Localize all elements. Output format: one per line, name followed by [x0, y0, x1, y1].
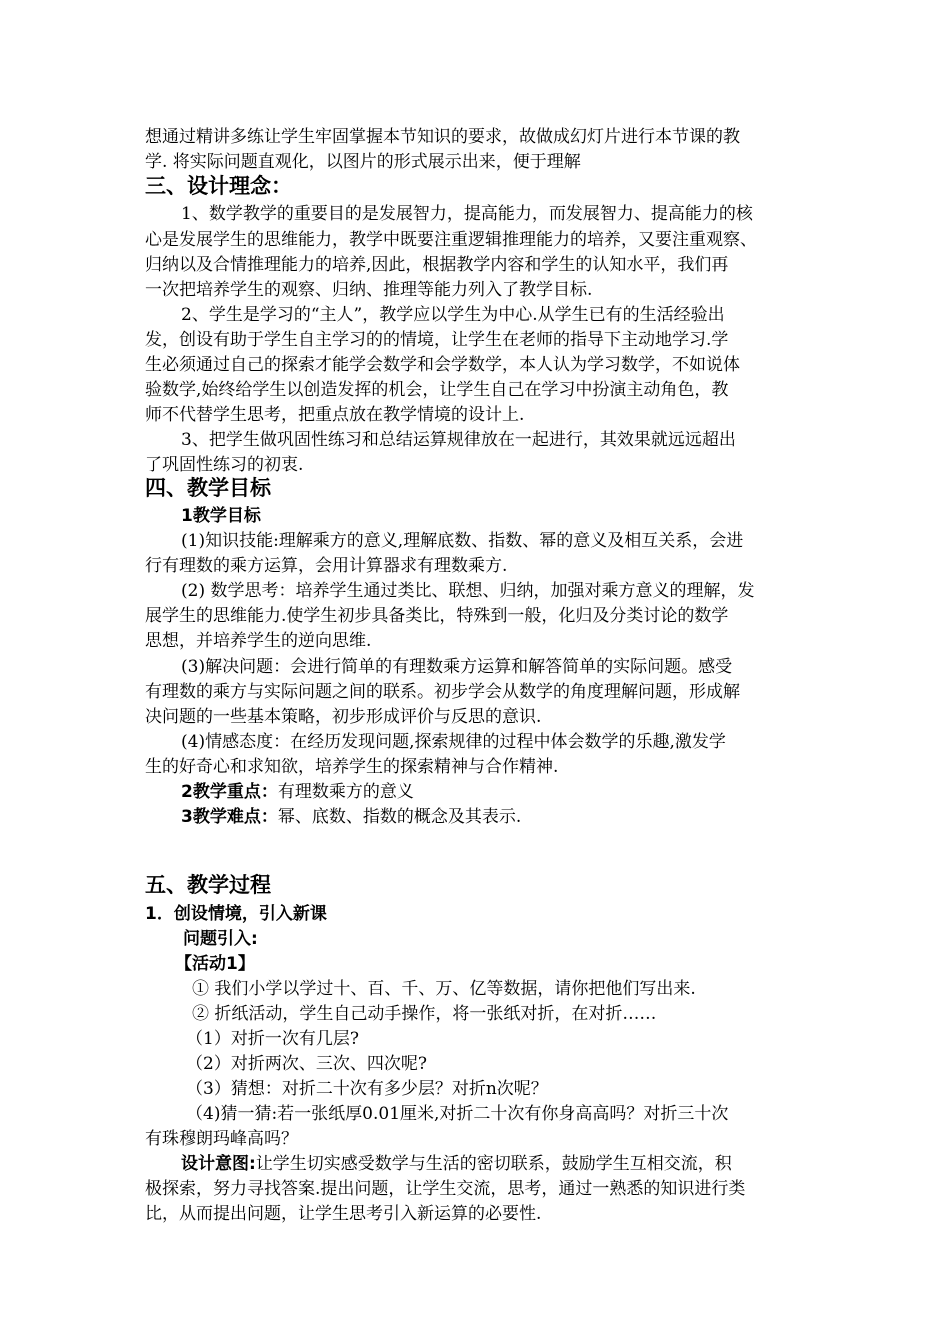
difficult-point-label: 3教学难点：	[181, 807, 278, 827]
s3-p2-line: 生必须通过自己的探索才能学会数学和会学数学，本人认为学习数学，不如说体	[145, 355, 740, 375]
s3-p3-line: 3、把学生做巩固性练习和总结运算规律放在一起进行，其效果就远远超出	[181, 430, 736, 450]
goal-1-line: 行有理数的乘方运算，会用计算器求有理数乘方.	[145, 556, 508, 576]
goal-1-line: (1)知识技能:理解乘方的意义,理解底数、指数、幂的意义及相互关系，会进	[181, 531, 744, 551]
activity-item-2: ② 折纸活动，学生自己动手操作，将一张纸对折，在对折……	[192, 1004, 657, 1024]
s3-p2-line: 发，创设有助于学生自主学习的的情境，让学生在老师的指导下主动地学习.学	[145, 330, 729, 350]
s3-p1-line: 1、数学教学的重要目的是发展智力，提高能力，而发展智力、提高能力的核	[181, 204, 753, 224]
section-3-heading: 三、设计理念：	[145, 174, 292, 198]
s3-p2-line: 师不代替学生思考，把重点放在教学情境的设计上.	[145, 405, 525, 425]
s3-p2-line: 2、学生是学习的“主人”，教学应以学生为中心.从学生已有的生活经验出	[181, 305, 725, 325]
intro-line-1: 想通过精讲多练让学生牢固掌握本节知识的要求，故做成幻灯片进行本节课的教	[145, 127, 740, 147]
activity-item-1: ① 我们小学以学过十、百、千、万、亿等数据，请你把他们写出来.	[192, 979, 696, 999]
s3-p1-line: 一次把培养学生的观察、归纳、推理等能力列入了教学目标.	[145, 280, 593, 300]
question-4-line: （4)猜一猜:若一张纸厚0.01厘米,对折二十次有你身高高吗？对折三十次	[186, 1104, 729, 1124]
goal-3-line: (3)解决问题：会进行简单的有理数乘方运算和解答简单的实际问题。感受	[181, 657, 733, 677]
question-2: （2）对折两次、三次、四次呢?	[186, 1054, 427, 1074]
goal-2-line: (2) 数学思考：培养学生通过类比、联想、归纳，加强对乘方意义的理解，发	[181, 581, 755, 601]
design-intent-line: 极探索，努力寻找答案.提出问题，让学生交流，思考，通过一熟悉的知识进行类	[145, 1179, 746, 1199]
design-intent-label: 设计意图:	[181, 1154, 256, 1174]
question-1: （1）对折一次有几层?	[186, 1029, 359, 1049]
design-intent	[181, 1152, 851, 1176]
section-5-heading: 五、教学过程	[145, 873, 271, 897]
goal-4-line: 生的好奇心和求知欲，培养学生的探索精神与合作精神.	[145, 757, 559, 777]
activity-1-label: 【活动1】	[175, 954, 255, 974]
s3-p1-line: 归纳以及合情推理能力的培养,因此，根据教学内容和学生的认知水平，我们再	[145, 255, 729, 275]
key-point-label: 2教学重点：	[181, 782, 278, 802]
section-4-heading: 四、教学目标	[145, 476, 271, 500]
goal-3-line: 有理数的乘方与实际问题之间的联系。初步学会从数学的角度理解问题，形成解	[145, 682, 740, 702]
difficult-point-text: 幂、底数、指数的概念及其表示.	[277, 807, 522, 827]
question-intro-label: 问题引入:	[183, 929, 258, 949]
design-intent-text: 让学生切实感受数学与生活的密切联系，鼓励学生互相交流，积	[255, 1154, 732, 1174]
design-intent-line: 比，从而提出问题，让学生思考引入新运算的必要性.	[145, 1204, 542, 1224]
goal-title: 1教学目标	[181, 506, 261, 526]
goal-2-line: 展学生的思维能力.使学生初步具备类比，特殊到一般，化归及分类讨论的数学	[145, 606, 729, 626]
goal-4-line: (4)情感态度：在经历发现问题,探索规律的过程中体会数学的乐趣,激发学	[181, 732, 726, 752]
s3-p3-line: 了巩固性练习的初衷.	[145, 455, 304, 475]
question-4-line: 有珠穆朗玛峰高吗？	[145, 1129, 298, 1149]
subsection-1-title: 1．创设情境，引入新课	[145, 904, 327, 924]
s3-p2-line: 验数学,始终给学生以创造发挥的机会，让学生自己在学习中扮演主动角色，教	[145, 380, 729, 400]
goal-3-line: 决问题的一些基本策略，初步形成评价与反思的意识.	[145, 707, 542, 727]
difficult-point	[181, 805, 851, 829]
intro-line-2: 学. 将实际问题直观化，以图片的形式展示出来，便于理解	[145, 152, 581, 172]
key-point-text: 有理数乘方的意义	[277, 782, 414, 802]
goal-2-line: 思想，并培养学生的逆向思维.	[145, 631, 372, 651]
key-point	[181, 780, 851, 804]
question-3: （3）猜想：对折二十次有多少层？对折n次呢？	[186, 1079, 548, 1099]
s3-p1-line: 心是发展学生的思维能力，教学中既要注重逻辑推理能力的培养，又要注重观察、	[145, 230, 757, 250]
